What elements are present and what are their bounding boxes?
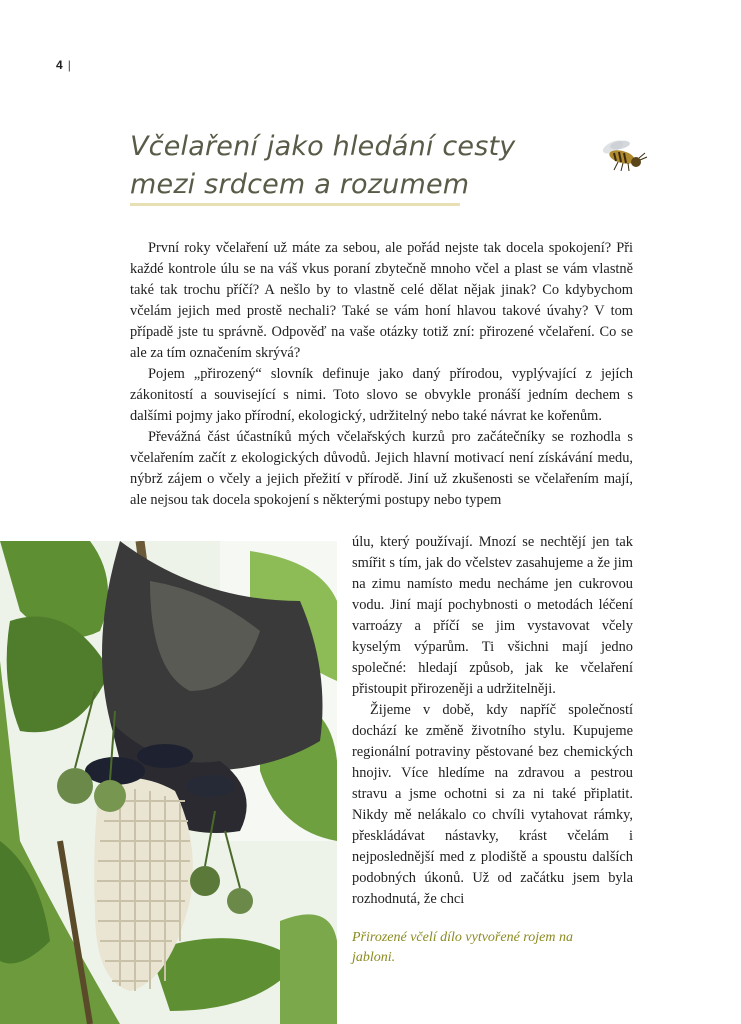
chapter-title [130, 128, 550, 204]
title-line-2: mezi srdcem a rozumem [130, 169, 470, 200]
body-text [130, 238, 633, 511]
page-number: 4 | [56, 58, 72, 72]
paragraph: Převážná část účastníků mých včelařských kurzů pro začátečníky se rozhodla s včelařením začít z ekologických důvodů. Jejich hlavní motivací není získávání medu, nýbrž zájem o včely a jejich přežití v přírodě. Jiní už zkušenosti se včelařením mají, ale nejsou tak docela spokojení s některými postupy nebo typem [130, 429, 633, 508]
column-text [352, 532, 633, 910]
paragraph: První roky včelaření už máte za sebou, ale pořád nejste tak docela spokojení? Při každé kontrole úlu se na váš vkus poraní zbytečně mnoho včel a plast se vám vlastně také tak trochu příčí? A nešlo by to vlastně celé dělat nějak jinak? Co kdybychom včelám jejich med prostě nechali? Také se vám honí hlavou takové úvahy? V tom případě jste tu správně. Odpověď na vaše otázky totiž zní: přirozené včelaření. Co se ale za tím označením skrývá? [130, 240, 633, 361]
title-line-1: Včelaření jako hledání cesty [130, 131, 516, 162]
paragraph: Pojem „přirozený“ slovník definuje jako daný přírodou, vyplývající z jejích zákonitostí a související s nimi. Toto slovo se obvykle pronáší jedním dechem s dalšími pojmy jako přírodní, ekologický, udržitelný nebo také návrat ke kořenům. [130, 366, 633, 424]
title-underline [130, 203, 460, 206]
paragraph: úlu, který používají. Mnozí se nechtějí jen tak smířit s tím, jak do včelstev zasahujeme a že jim na zimu namísto medu necháme jen cukrovou vodu. Jiní mají pochybnosti o metodách léčení varroázy a příčí se jim vystavovat včely kyselým výparům. Ti všichni mají jedno společné: hledají způsob, jak ke včelaření přistoupit přirozeněji a udržitelněji. [352, 534, 633, 697]
paragraph: Žijeme v době, kdy napříč společností dochází ke změně životního stylu. Kupujeme regionální potraviny pěstované bez chemických hnojiv. Více hledíme na zdravou a pestrou stravu a jsme ochotni si za ni také připlatit. Nikdy mě nelákalo co chvíli vytahovat rámky, přeskládávat nástavky, krást včelám i nejposlednější med z plodiště a spoustu dalších podobných úkonů. Už od začátku jsem byla rozhodnutá, že chci [352, 702, 633, 907]
bee-icon [598, 138, 648, 174]
photo-caption: Přirozené včelí dílo vytvořené rojem na jabloni. [352, 930, 573, 965]
beehive-photo [0, 541, 337, 1024]
